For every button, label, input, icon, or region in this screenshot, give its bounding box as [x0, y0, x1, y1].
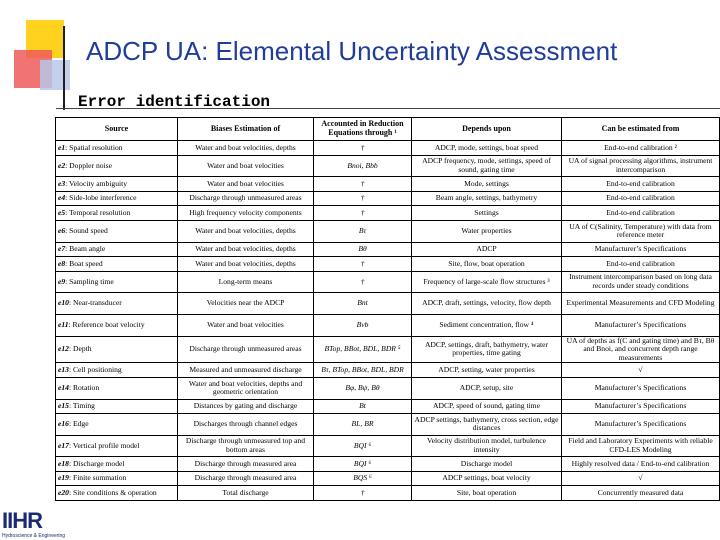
cell-estimated: End-to-end calibration — [562, 257, 720, 272]
source-id: e20 — [58, 487, 69, 497]
cell-source — [56, 155, 178, 177]
cell-depends: Discharge model — [412, 457, 562, 472]
cell-biases: Discharges through channel edges — [178, 414, 314, 436]
cell-accounted: BQI ⁶ — [314, 435, 412, 457]
cell-accounted: Bt — [314, 399, 412, 414]
cell-biases: Long-term means — [178, 271, 314, 293]
cell-accounted: † — [314, 257, 412, 272]
cell-biases: Distances by gating and discharge — [178, 399, 314, 414]
slide-title: ADCP UA: Elemental Uncertainty Assessment — [86, 36, 618, 66]
cell-source — [56, 257, 178, 272]
header-biases: Biases Estimation of — [178, 118, 314, 141]
cell-source — [56, 177, 178, 192]
table-row — [56, 377, 720, 399]
cell-biases: Discharge through measured area — [178, 457, 314, 472]
source-id: e19 — [58, 473, 69, 483]
header-depends: Depends upon — [412, 118, 562, 141]
cell-depends: ADCP, setup, site — [412, 377, 562, 399]
cell-estimated: UA of C(Salinity, Temperature) with data from reference meter — [562, 220, 720, 242]
cell-source — [56, 314, 178, 336]
source-name: : Near-transducer — [68, 298, 122, 308]
cell-source — [56, 377, 178, 399]
cell-estimated: Manufacturer’s Specifications — [562, 242, 720, 257]
cell-depends: ADCP, speed of sound, gating time — [412, 399, 562, 414]
table-row — [56, 206, 720, 221]
table-row — [56, 155, 720, 177]
cell-biases: Discharge through unmeasured top and bottom areas — [178, 435, 314, 457]
cell-biases: Velocities near the ADCP — [178, 293, 314, 315]
table-row — [56, 271, 720, 293]
table-row — [56, 314, 720, 336]
source-name: : Temporal resolution — [65, 207, 131, 217]
table-header-row — [56, 118, 720, 141]
source-name: : Rotation — [68, 382, 100, 392]
table-row — [56, 414, 720, 436]
table-body — [56, 141, 720, 501]
cell-depends: Water properties — [412, 220, 562, 242]
table-row — [56, 435, 720, 457]
cell-depends: ADCP settings, bathymetry, cross section, edge distances — [412, 414, 562, 436]
cell-biases: Water and boat velocities, depths — [178, 242, 314, 257]
cell-accounted: Bτ — [314, 220, 412, 242]
table-row — [56, 457, 720, 472]
cell-estimated: Highly resolved data / End-to-end calibration — [562, 457, 720, 472]
cell-source — [56, 399, 178, 414]
cell-accounted: † — [314, 141, 412, 156]
source-name: : Depth — [68, 344, 92, 354]
cell-source — [56, 242, 178, 257]
table-row — [56, 141, 720, 156]
cell-estimated: Manufacturer’s Specifications — [562, 377, 720, 399]
cell-estimated: √ — [562, 363, 720, 378]
cell-biases: Water and boat velocities, depths — [178, 220, 314, 242]
cell-depends: Velocity distribution model, turbulence intensity — [412, 435, 562, 457]
source-id: e18 — [58, 458, 69, 468]
cell-accounted: BQI ⁶ — [314, 457, 412, 472]
source-id: e14 — [58, 382, 69, 392]
table-row — [56, 242, 720, 257]
source-name: : Boat speed — [65, 258, 103, 268]
logo-text: IIHR — [2, 508, 42, 533]
slide-subtitle: Error identification — [78, 93, 271, 111]
cell-estimated: Manufacturer’s Specifications — [562, 399, 720, 414]
source-id: e11 — [58, 319, 69, 329]
decor-blue-square — [40, 60, 70, 90]
cell-estimated: Manufacturer’s Specifications — [562, 414, 720, 436]
cell-source — [56, 220, 178, 242]
decor-vertical-rule — [63, 26, 65, 110]
cell-estimated: √ — [562, 471, 720, 486]
cell-depends: ADCP settings, boat velocity — [412, 471, 562, 486]
cell-accounted: Bτ, BTop, BBot, BDL, BDR — [314, 363, 412, 378]
table-row — [56, 257, 720, 272]
cell-biases: Discharge through measured area — [178, 471, 314, 486]
cell-estimated: UA of depths as f(C and gating time) and Bτ, Bθ and Bnoi, and concurrent depth range measurements — [562, 336, 720, 363]
source-id: e8 — [58, 258, 66, 268]
table-row — [56, 471, 720, 486]
cell-accounted: † — [314, 177, 412, 192]
cell-biases: Discharge through unmeasured areas — [178, 336, 314, 363]
cell-accounted: † — [314, 271, 412, 293]
header-accounted: Accounted in Reduction Equations through ¹ — [314, 118, 412, 141]
table-row — [56, 293, 720, 315]
table-row — [56, 363, 720, 378]
cell-estimated: Experimental Measurements and CFD Modeling — [562, 293, 720, 315]
table-row — [56, 486, 720, 501]
cell-estimated: Instrument intercomparison based on long data records under steady conditions — [562, 271, 720, 293]
source-name: : Side-lobe interference — [65, 193, 137, 203]
cell-estimated: End-to-end calibration ² — [562, 141, 720, 156]
header-source: Source — [56, 118, 178, 141]
source-name: : Beam angle — [65, 244, 106, 254]
cell-accounted: † — [314, 206, 412, 221]
cell-depends: Settings — [412, 206, 562, 221]
cell-estimated: End-to-end calibration — [562, 177, 720, 192]
cell-depends: ADCP — [412, 242, 562, 257]
cell-source — [56, 435, 178, 457]
cell-depends: ADCP, settings, draft, bathymetry, water properties, time gating — [412, 336, 562, 363]
table-row — [56, 191, 720, 206]
source-name: : Timing — [68, 401, 95, 410]
cell-source — [56, 457, 178, 472]
cell-estimated: Manufacturer’s Specifications — [562, 314, 720, 336]
cell-estimated: Concurrently measured data — [562, 486, 720, 501]
cell-accounted: Bnoi, Bbb — [314, 155, 412, 177]
cell-estimated: End-to-end calibration — [562, 191, 720, 206]
cell-biases: Discharge through unmeasured areas — [178, 191, 314, 206]
cell-source — [56, 141, 178, 156]
cell-biases: Water and boat velocities, depths — [178, 257, 314, 272]
source-id: e13 — [58, 364, 69, 374]
cell-biases: Measured and unmeasured discharge — [178, 363, 314, 378]
source-id: e15 — [58, 401, 69, 410]
cell-depends: Mode, settings — [412, 177, 562, 192]
cell-accounted: † — [314, 486, 412, 501]
cell-source — [56, 271, 178, 293]
source-id: e6 — [58, 225, 66, 235]
source-id: e17 — [58, 440, 69, 450]
source-name: : Reference boat velocity — [68, 319, 145, 329]
cell-accounted: BQS ⁶ — [314, 471, 412, 486]
table-row — [56, 336, 720, 363]
cell-depends: Sediment concentration, flow ⁴ — [412, 314, 562, 336]
source-id: e9 — [58, 276, 66, 286]
cell-source — [56, 336, 178, 363]
cell-estimated: UA of signal processing algorithms, instrument intercomparison — [562, 155, 720, 177]
cell-accounted: Bnt — [314, 293, 412, 315]
source-name: : Discharge model — [68, 458, 125, 468]
source-name: : Spatial resolution — [65, 142, 123, 152]
cell-depends: Frequency of large-scale flow structures ³ — [412, 271, 562, 293]
cell-biases: Water and boat velocities, depths and geometric orientation — [178, 377, 314, 399]
source-id: e10 — [58, 298, 69, 308]
source-id: e7 — [58, 244, 66, 254]
cell-accounted: Bφ, Bψ, Bθ — [314, 377, 412, 399]
source-name: : Vertical profile model — [68, 440, 140, 450]
source-name: : Finite summation — [68, 473, 127, 483]
cell-depends: Site, boat operation — [412, 486, 562, 501]
source-name: : Sampling time — [65, 276, 114, 286]
table-row — [56, 220, 720, 242]
logo-subtext: Hydroscience & Engineering — [2, 533, 66, 539]
source-id: e1 — [58, 142, 66, 152]
cell-biases: Total discharge — [178, 486, 314, 501]
cell-accounted: BL, BR — [314, 414, 412, 436]
cell-source — [56, 486, 178, 501]
cell-estimated: End-to-end calibration — [562, 206, 720, 221]
cell-biases: Water and boat velocities, depths — [178, 141, 314, 156]
uncertainty-table — [55, 117, 720, 501]
cell-depends: ADCP, draft, settings, velocity, flow depth — [412, 293, 562, 315]
source-id: e4 — [58, 193, 66, 203]
cell-depends: ADCP frequency, mode, settings, speed of sound, gating time — [412, 155, 562, 177]
cell-source — [56, 471, 178, 486]
cell-biases: Water and boat velocities — [178, 177, 314, 192]
cell-depends: ADCP, mode, settings, boat speed — [412, 141, 562, 156]
cell-source — [56, 293, 178, 315]
source-id: e3 — [58, 178, 66, 188]
cell-depends: Site, flow, boat operation — [412, 257, 562, 272]
cell-accounted: Bθ — [314, 242, 412, 257]
cell-estimated: Field and Laboratory Experiments with reliable CFD-LES Modeling — [562, 435, 720, 457]
source-id: e12 — [58, 344, 69, 354]
cell-source — [56, 191, 178, 206]
source-name: : Doppler noise — [65, 160, 112, 170]
source-id: e5 — [58, 207, 66, 217]
table-row — [56, 399, 720, 414]
cell-depends: Beam angle, settings, bathymetry — [412, 191, 562, 206]
cell-biases: Water and boat velocities — [178, 314, 314, 336]
source-name: : Cell positioning — [68, 364, 122, 374]
iihr-logo — [0, 506, 66, 540]
cell-source — [56, 206, 178, 221]
cell-biases: Water and boat velocities — [178, 155, 314, 177]
source-id: e2 — [58, 160, 66, 170]
cell-depends: ADCP, setting, water properties — [412, 363, 562, 378]
source-id: e16 — [58, 419, 69, 429]
cell-accounted: † — [314, 191, 412, 206]
cell-source — [56, 414, 178, 436]
table-row — [56, 177, 720, 192]
header-estimated: Can be estimated from — [562, 118, 720, 141]
source-name: : Velocity ambiguity — [65, 178, 128, 188]
cell-source — [56, 363, 178, 378]
cell-accounted: Bvb — [314, 314, 412, 336]
source-name: : Site conditions & operation — [68, 487, 157, 497]
source-name: : Edge — [68, 419, 89, 429]
source-name: : Sound speed — [65, 225, 108, 235]
cell-accounted: BTop, BBot, BDL, BDR ⁵ — [314, 336, 412, 363]
cell-biases: High frequency velocity components — [178, 206, 314, 221]
